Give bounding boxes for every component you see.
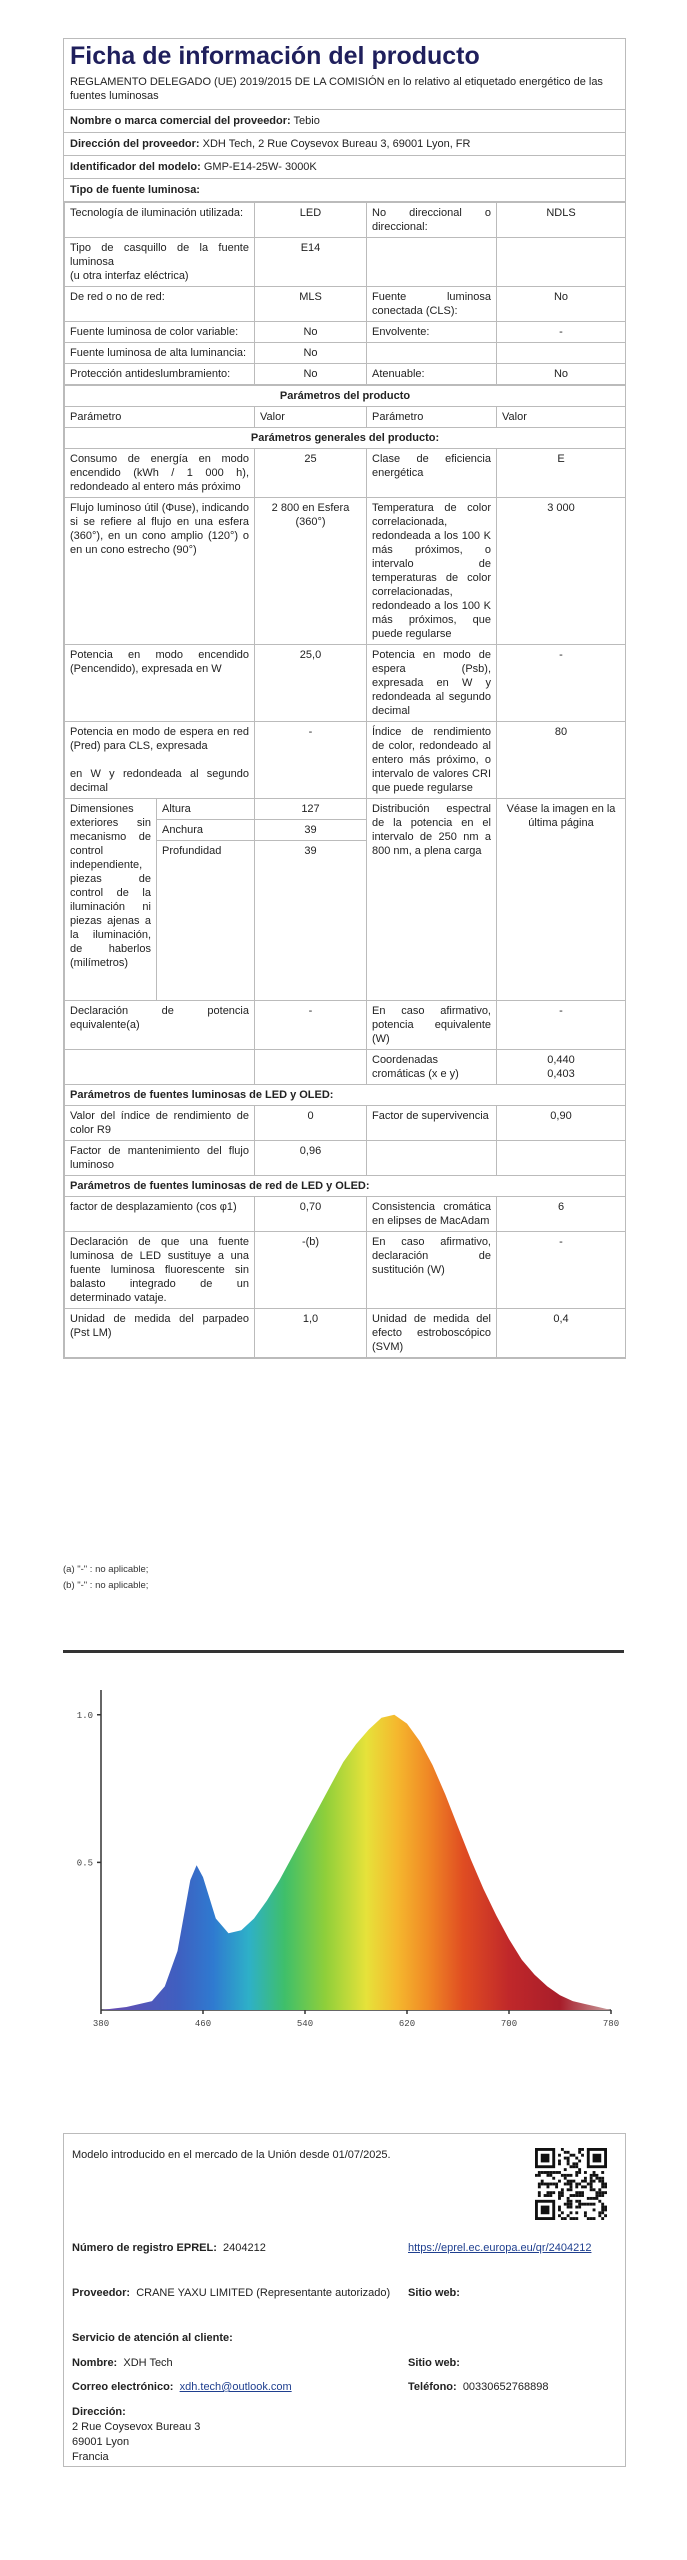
source-type-value-2: No xyxy=(497,287,626,322)
led-oled-heading xyxy=(65,1085,626,1106)
param-value: 2 800 en Esfera (360°) xyxy=(255,498,367,645)
param-value-2: E xyxy=(497,449,626,498)
equivalent-power-if-label: En caso afirmativo, potencia equivalente (W) xyxy=(367,1001,497,1050)
param-value: -(b) xyxy=(255,1232,367,1309)
general-param-row xyxy=(65,645,626,722)
footnote-a: (a) "-" : no aplicable; xyxy=(63,1564,149,1575)
provider-website-label xyxy=(408,2286,460,2301)
eprel-number-label: Número de registro EPREL: xyxy=(72,2242,217,2254)
source-type-label: Tecnología de iluminación utilizada: xyxy=(65,203,255,238)
source-type-value-2 xyxy=(497,343,626,364)
source-type-value: MLS xyxy=(255,287,367,322)
y-tick-label: 0.5 xyxy=(76,1858,93,1869)
service-website-label-text: Sitio web: xyxy=(408,2357,460,2369)
supplier-name-row xyxy=(64,110,625,133)
param-label: Potencia en modo de espera en red (Pred) para CLS, expresada en W y redondeada al segundo decimal xyxy=(65,722,255,799)
source-type-row xyxy=(65,364,626,385)
footnotes xyxy=(63,1562,148,1594)
page-title: Ficha de información del producto xyxy=(70,42,480,70)
param-label: Flujo luminoso útil (Φuse), indicando si se refiere al flujo en una esfera (360°), en un cono amplio (120°) o en un cono estrecho (90°) xyxy=(65,498,255,645)
provider-value: CRANE YAXU LIMITED (Representante autorizado) xyxy=(136,2287,391,2299)
param-label: factor de desplazamiento (cos φ1) xyxy=(65,1197,255,1232)
param-label-2: Consistencia cromática en elipses de MacAdam xyxy=(367,1197,497,1232)
dimension-value: 39 xyxy=(255,841,367,1001)
equivalent-power-row xyxy=(65,1001,626,1050)
provider-website-label-text: Sitio web: xyxy=(408,2287,460,2299)
general-param-row xyxy=(65,722,626,799)
customer-service-heading-text: Servicio de atención al cliente: xyxy=(72,2332,233,2344)
source-type-table xyxy=(64,202,626,385)
source-type-value-2: No xyxy=(497,364,626,385)
param-value-2: 80 xyxy=(497,722,626,799)
spectral-distribution-label: Distribución espectral de la potencia en el intervalo de 250 nm a 800 nm, a plena carga xyxy=(367,799,497,1001)
spectrum-area xyxy=(101,1715,611,2010)
source-type-value-2: - xyxy=(497,322,626,343)
param-value: 1,0 xyxy=(255,1309,367,1358)
source-type-row xyxy=(65,287,626,322)
customer-service-heading xyxy=(72,2331,233,2346)
model-identifier-row xyxy=(64,156,625,179)
param-label-2: En caso afirmativo, declaración de sustitución (W) xyxy=(367,1232,497,1309)
source-type-value: E14 xyxy=(255,238,367,287)
chromaticity-value: 0,440 0,403 xyxy=(497,1050,626,1085)
supplier-name-value: Tebio xyxy=(293,115,320,127)
model-identifier-value: GMP-E14-25W- 3000K xyxy=(203,161,317,173)
led-oled-heading-text: Parámetros de fuentes luminosas de LED y OLED: xyxy=(65,1085,626,1106)
email-label: Correo electrónico: xyxy=(72,2381,174,2393)
source-type-value: No xyxy=(255,322,367,343)
empty-cell xyxy=(65,1050,255,1085)
param-value: 0,96 xyxy=(255,1141,367,1176)
chart-divider-line xyxy=(63,1650,624,1653)
x-tick-label: 380 xyxy=(92,2019,110,2029)
x-tick-label: 460 xyxy=(194,2019,212,2029)
source-type-row xyxy=(65,238,626,287)
param-value-2: 0,90 xyxy=(497,1106,626,1141)
dimensions-label: Dimensiones exteriores sin mecanismo de control independiente, piezas de control de la iluminación ni piezas ajenas a la iluminación, de haberlos (milímetros) xyxy=(65,799,157,1001)
address-line-3: Francia xyxy=(72,2451,109,2463)
source-type-heading-text: Tipo de fuente luminosa: xyxy=(70,184,200,196)
dimension-name: Altura xyxy=(157,799,255,820)
source-type-label: Protección antideslumbramiento: xyxy=(65,364,255,385)
x-tick-label: 540 xyxy=(296,2019,314,2029)
param-label-2: Potencia en modo de espera (Psb), expresada en W y redondeada al segundo decimal xyxy=(367,645,497,722)
param-label-2: Factor de supervivencia xyxy=(367,1106,497,1141)
x-tick-label: 780 xyxy=(602,2019,620,2029)
service-name-value: XDH Tech xyxy=(123,2357,173,2369)
equivalent-power-label: Declaración de potencia equivalente(a) xyxy=(65,1001,255,1050)
product-parameters-heading: Parámetros del producto xyxy=(65,386,626,407)
chromaticity-row xyxy=(65,1050,626,1085)
param-label-2: Temperatura de color correlacionada, redondeada a los 100 K más próximos, o intervalo de temperaturas de color correlacionadas, redondeado a los 100 K más próximos, que puede regularse xyxy=(367,498,497,645)
phone-value: 00330652768898 xyxy=(462,2381,549,2393)
source-type-row xyxy=(65,343,626,364)
qr-code-icon[interactable] xyxy=(535,2148,607,2220)
footnote-b: (b) "-" : no aplicable; xyxy=(63,1580,149,1591)
email-row xyxy=(72,2380,292,2395)
col-parameter-header-2: Parámetro xyxy=(367,407,497,428)
equivalent-power-if-value: - xyxy=(497,1001,626,1050)
service-name-label: Nombre: xyxy=(72,2357,118,2369)
address-line-2: 69001 Lyon xyxy=(72,2436,130,2448)
param-value: 25 xyxy=(255,449,367,498)
source-type-value: No xyxy=(255,364,367,385)
source-type-label: Tipo de casquillo de la fuente luminosa (u otra interfaz eléctrica) xyxy=(65,238,255,287)
eprel-number-value: 2404212 xyxy=(222,2242,266,2254)
param-value: 0,70 xyxy=(255,1197,367,1232)
param-value-2: - xyxy=(497,645,626,722)
source-type-label-2: Atenuable: xyxy=(367,364,497,385)
source-type-value-2: NDLS xyxy=(497,203,626,238)
provider-label: Proveedor: xyxy=(72,2287,131,2299)
general-param-row xyxy=(65,449,626,498)
model-identifier-label: Identificador del modelo: xyxy=(70,161,201,173)
general-parameters-heading: Parámetros generales del producto: xyxy=(65,428,626,449)
source-type-label: Fuente luminosa de color variable: xyxy=(65,322,255,343)
mains-led-heading xyxy=(65,1176,626,1197)
mains-led-heading-text: Parámetros de fuentes luminosas de red de LED y OLED: xyxy=(65,1176,626,1197)
param-value: - xyxy=(255,722,367,799)
source-type-value-2 xyxy=(497,238,626,287)
param-value: 25,0 xyxy=(255,645,367,722)
dimension-name: Profundidad xyxy=(157,841,255,1001)
phone-row xyxy=(408,2380,548,2395)
source-type-row xyxy=(65,322,626,343)
mains-row xyxy=(65,1197,626,1232)
supplier-name-label: Nombre o marca comercial del proveedor: xyxy=(70,115,291,127)
general-param-row xyxy=(65,498,626,645)
eprel-link[interactable]: https://eprel.ec.europa.eu/qr/2404212 xyxy=(408,2242,592,2254)
market-date-text: Modelo introducido en el mercado de la Unión desde 01/07/2025. xyxy=(72,2149,391,2161)
product-parameters-table xyxy=(64,385,626,1358)
equivalent-power-value: - xyxy=(255,1001,367,1050)
dimension-value: 39 xyxy=(255,820,367,841)
source-type-label-2 xyxy=(367,343,497,364)
provider-row xyxy=(72,2286,402,2301)
source-type-label: Fuente luminosa de alta luminancia: xyxy=(65,343,255,364)
param-value-2: - xyxy=(497,1232,626,1309)
source-type-label-2: No direccional o direccional: xyxy=(367,203,497,238)
param-value-2: 0,4 xyxy=(497,1309,626,1358)
param-label: Unidad de medida del parpadeo (Pst LM) xyxy=(65,1309,255,1358)
supplier-address-value: XDH Tech, 2 Rue Coysevox Bureau 3, 69001 Lyon, FR xyxy=(202,138,471,150)
service-name-row xyxy=(72,2356,173,2371)
mains-row xyxy=(65,1232,626,1309)
source-type-heading xyxy=(64,179,625,202)
col-value-header-2: Valor xyxy=(497,407,626,428)
address-label: Dirección: xyxy=(72,2406,126,2418)
led-oled-row xyxy=(65,1141,626,1176)
regulation-subtitle: REGLAMENTO DELEGADO (UE) 2019/2015 DE LA COMISIÓN en lo relativo al etiquetado energético de las fuentes luminosas xyxy=(64,73,625,110)
supplier-address-label: Dirección del proveedor: xyxy=(70,138,200,150)
supplier-address-row xyxy=(64,133,625,156)
eprel-info-box xyxy=(63,2133,626,2467)
x-tick-label: 620 xyxy=(398,2019,416,2029)
param-value-2: 6 xyxy=(497,1197,626,1232)
spectral-distribution-chart xyxy=(63,1650,624,2060)
dimension-name: Anchura xyxy=(157,820,255,841)
dimension-row xyxy=(65,799,626,820)
eprel-link-wrap xyxy=(408,2241,613,2256)
param-label: Consumo de energía en modo encendido (kWh / 1 000 h), redondeado al entero más próximo xyxy=(65,449,255,498)
product-information-sheet xyxy=(63,38,626,1359)
param-value-2 xyxy=(497,1141,626,1176)
service-website-label xyxy=(408,2356,460,2371)
param-label: Factor de mantenimiento del flujo luminoso xyxy=(65,1141,255,1176)
email-link[interactable]: xdh.tech@outlook.com xyxy=(179,2381,292,2393)
source-type-label-2 xyxy=(367,238,497,287)
source-type-value: No xyxy=(255,343,367,364)
x-tick-label: 700 xyxy=(500,2019,518,2029)
param-label: Declaración de que una fuente luminosa de LED sustituye a una fuente luminosa fluorescente sin balasto integrado de un determinado vataje. xyxy=(65,1232,255,1309)
empty-cell xyxy=(255,1050,367,1085)
source-type-value: LED xyxy=(255,203,367,238)
param-value: 0 xyxy=(255,1106,367,1141)
dimension-value: 127 xyxy=(255,799,367,820)
param-label-2: Clase de eficiencia energética xyxy=(367,449,497,498)
eprel-number-row xyxy=(72,2241,266,2256)
address-line-1: 2 Rue Coysevox Bureau 3 xyxy=(72,2421,201,2433)
source-type-label: De red o no de red: xyxy=(65,287,255,322)
source-type-row xyxy=(65,203,626,238)
source-type-label-2: Envolvente: xyxy=(367,322,497,343)
param-value-2: 3 000 xyxy=(497,498,626,645)
source-type-label-2: Fuente luminosa conectada (CLS): xyxy=(367,287,497,322)
spectrum-svg xyxy=(63,1650,624,2060)
param-label-2: Unidad de medida del efecto estroboscópico (SVM) xyxy=(367,1309,497,1358)
col-parameter-header: Parámetro xyxy=(65,407,255,428)
phone-label: Teléfono: xyxy=(408,2381,457,2393)
param-label-2 xyxy=(367,1141,497,1176)
param-label: Valor del índice de rendimiento de color R9 xyxy=(65,1106,255,1141)
param-label: Potencia en modo encendido (Pencendido), expresada en W xyxy=(65,645,255,722)
chromaticity-label: Coordenadas cromáticas (x e y) xyxy=(367,1050,497,1085)
spectral-distribution-value: Véase la imagen en la última página xyxy=(497,799,626,1001)
param-label-2: Índice de rendimiento de color, redondeado al entero más próximo, o intervalo de valores CRI que puede regularse xyxy=(367,722,497,799)
mains-row xyxy=(65,1309,626,1358)
col-value-header: Valor xyxy=(255,407,367,428)
address-block xyxy=(72,2405,200,2465)
led-oled-row xyxy=(65,1106,626,1141)
y-tick-label: 1.0 xyxy=(76,1710,93,1721)
